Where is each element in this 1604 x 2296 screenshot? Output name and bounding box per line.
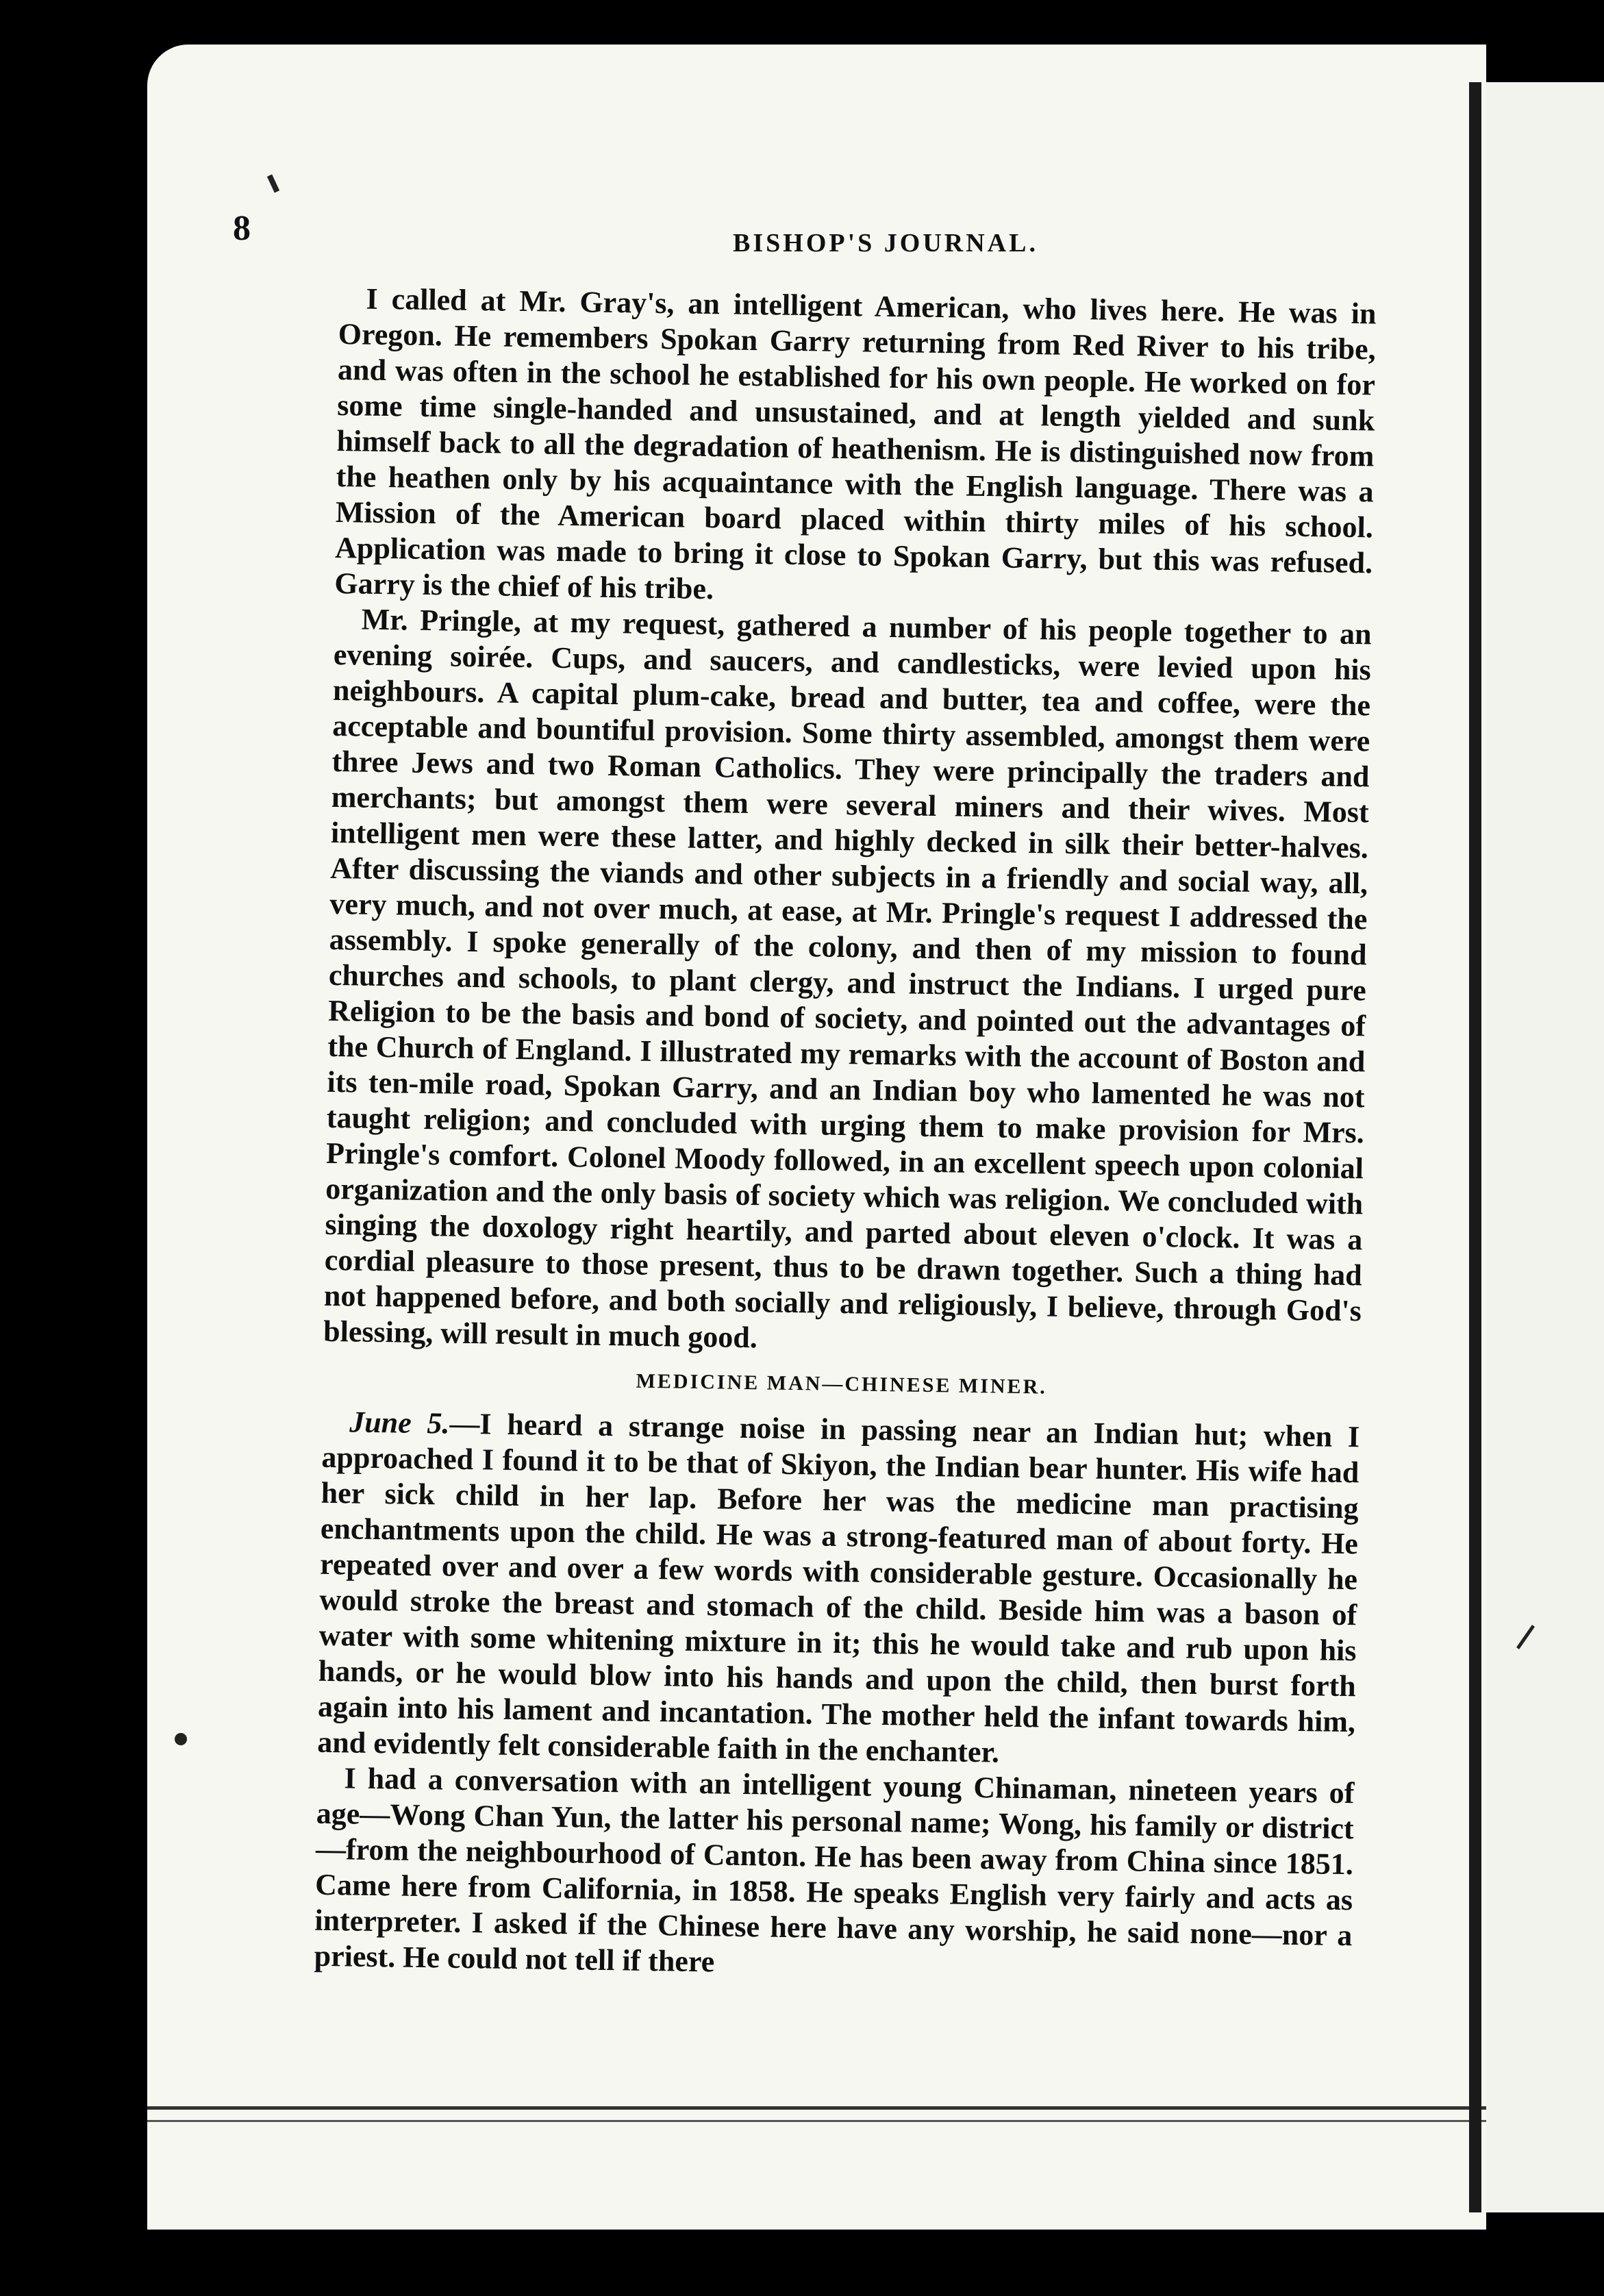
facing-page-fragment: I — [0, 52, 5, 65]
facing-page-fragment: b — [0, 182, 8, 195]
facing-page-fragment: a — [0, 104, 7, 117]
facing-page-fragment: T — [0, 156, 8, 169]
facing-page-fragment: f — [0, 91, 4, 104]
facing-page-fragment: s — [0, 65, 6, 78]
facing-page-fragment: I — [0, 39, 5, 52]
facing-page-fragment: a — [0, 169, 7, 182]
facing-page-fragment: T — [0, 78, 8, 91]
facing-page-fragment: f — [0, 143, 4, 156]
paragraph-medicine-man — [317, 1404, 1360, 1775]
paragraph-medicine-man-text: —I heard a strange noise in passing near an Indian hut; when I approached I found it to be that of Skiyon, the Indian bear hunter. His wife had her sick child in her lap. Before her was the medicine man practising enchantments upon the child. He was a strong-featured man of about forty. He repeated over and over a few words with considerable gesture. Occasionally he would stroke the breast and stomach of the child. Beside him was a bason of water with some whitening mixture in it; this he would take and rub upon his hands, or he would blow into his hands and upon the child, then burst forth again into his lament and incantation. The mother held the infant towards him, and evidently felt considerable faith in the enchanter. — [316, 1406, 1360, 1769]
paragraph-gray-visit: I called at Mr. Gray's, an intelligent American, who lives here. He was in Oregon. He remembers Spokan Garry returning from Red River to his tribe, and was often in the school he established for his own people. He worked on for some time single-handed and unsustained, and at length yielded and sunk himself back to all the degradation of heathenism. He is distinguished now from the heathen only by his acquaintance with the English language. There was a Mission of the American board placed within thirty miles of his school. Application was made to bring it close to Spokan Garry, but this was refused. Garry is the chief of his tribe. — [334, 282, 1377, 606]
entry-date: June 5. — [349, 1405, 450, 1440]
facing-page-fragment: c — [0, 117, 6, 130]
facing-page-fragment: v — [0, 130, 7, 143]
facing-page — [1486, 82, 1604, 2212]
running-head: BISHOP'S JOURNAL. — [733, 229, 1038, 258]
scan-speck — [175, 1733, 187, 1745]
page-gutter-edge — [1469, 82, 1481, 2212]
page-number: 8 — [233, 209, 251, 248]
facing-page-fragment: a — [0, 195, 7, 208]
bottom-rule-secondary — [147, 2120, 1486, 2122]
paragraph-chinese-miner: I had a conversation with an intelligent young Chinaman, nineteen years of age—Wong Chan Yun, the latter his personal name; Wong, his family or district—from the neighbourhood of Canton. He has been away from China since 1851. Came here from California, in 1858. He speaks English very fairly and acts as interpreter. I asked if the Chinese here have any worship, he said none—nor a priest. He could not tell if there — [314, 1761, 1355, 1979]
facing-page-fragment: I — [0, 13, 5, 26]
facing-page-fragment: t — [0, 0, 5, 13]
bottom-rule — [147, 2106, 1486, 2110]
section-subheading: MEDICINE MAN—CHINESE MINER. — [636, 1369, 1047, 1399]
paragraph-pringle-soiree: Mr. Pringle, at my request, gathered a number of his people together to an evening soirée. Cups, and saucers, and candlesticks, were levied upon his neighbours. A capital plum-cake, bread and butter, tea and coffee, were the acceptable and bountiful provision. Some thirty assembled, amongst them were three Jews and two Roman Catholics. They were principally the traders and merchants; but amongst them were several miners and their wives. Most intelligent men were these latter, and highly decked in silk their better-halves. After discussing the viands and other subjects in a friendly and social way, all, very much, and not over much, at ease, at Mr. Pringle's request I addressed the assembly. I spoke generally of the colony, and then of my mission to found churches and schools, to plant clergy, and instruct the Indians. I urged pure Religion to be the basis and bond of society, and pointed out the advantages of the Church of England. I illustrated my remarks with the account of Boston and its ten-mile road, Spokan Garry, and an Indian boy who lamented he was not taught religion; and concluded with urging them to make provision for Mrs. Pringle's comfort. Colonel Moody followed, in an excellent speech upon colonial organization and the only basis of society which was religion. We concluded with singing the doxology right heartily, and parted about eleven o'clock. It was a cordial pleasure to those present, thus to be drawn together. Such a thing had not happened before, and both socially and religiously, I believe, through God's blessing, will result in much good. — [323, 602, 1372, 1355]
body-text — [314, 281, 1377, 1989]
facing-page-fragment: I — [0, 26, 5, 39]
